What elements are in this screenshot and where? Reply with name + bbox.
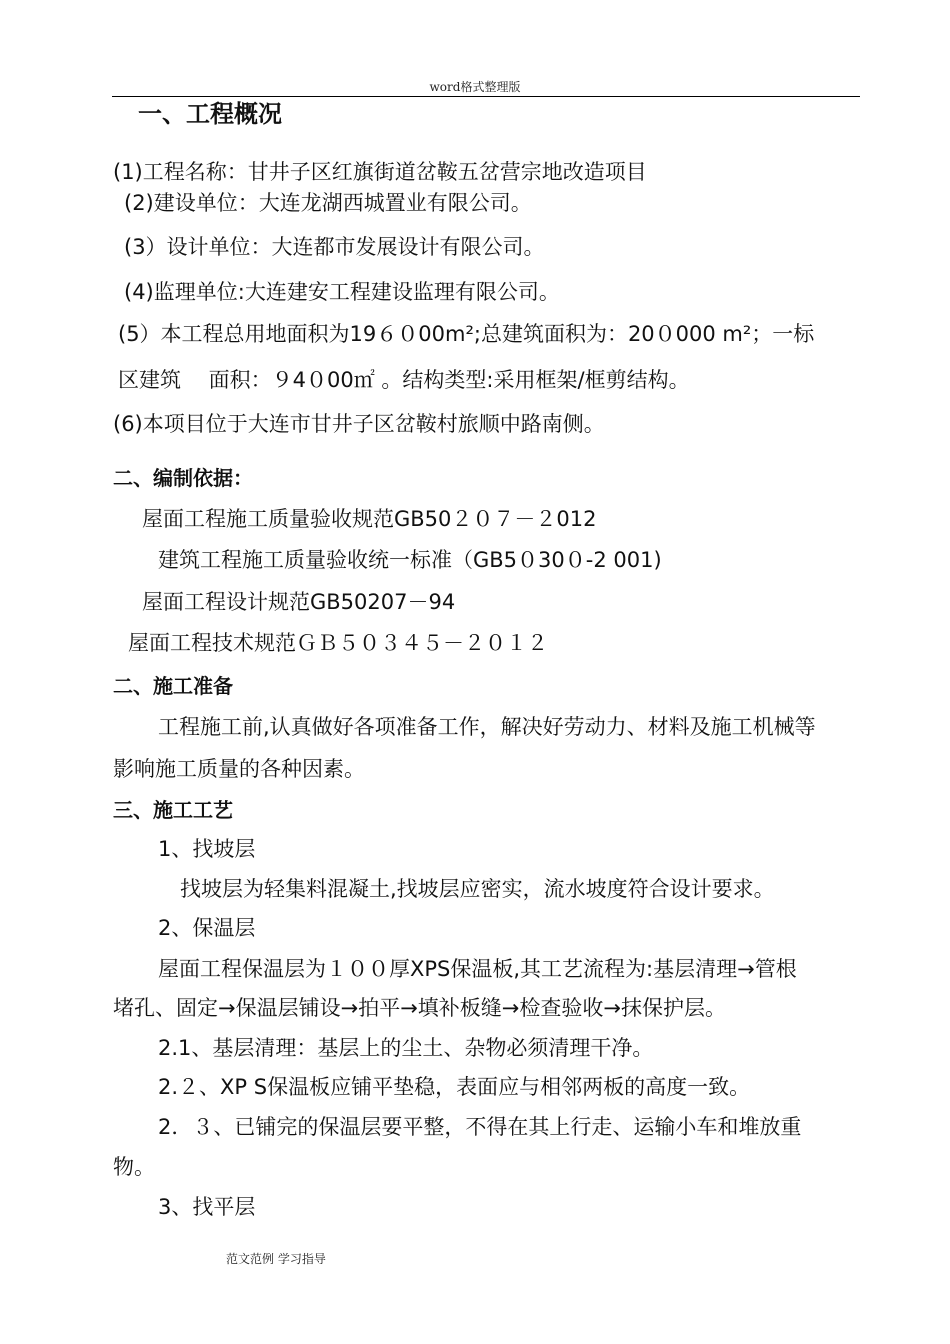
paragraph-line: 2．３、已铺完的保温层要平整，不得在其上行走、运输小车和堆放重 [158,1115,802,1139]
paragraph-line: 物。 [113,1155,155,1179]
section-title-basis: 二、编制依据： [113,466,253,490]
overview-item: (5）本工程总用地面积为19６０00m²;总建筑面积为：20０000 m²；一标 [118,322,815,346]
overview-item: (2)建设单位：大连龙湖西城置业有限公司。 [124,191,532,215]
subsection-heading: 3、找平层 [158,1195,256,1219]
paragraph-line: 找坡层为轻集料混凝土,找坡层应密实，流水坡度符合设计要求。 [180,877,775,901]
paragraph-line: 工程施工前,认真做好各项准备工作，解决好劳动力、材料及施工机械等 [158,715,816,739]
basis-item: 屋面工程技术规范ＧＢ５０３４５－２０１２ [128,631,548,655]
basis-item: 屋面工程设计规范GB50207－94 [142,590,456,614]
overview-item: (4)监理单位:大连建安工程建设监理有限公司。 [124,280,560,304]
paragraph-line: 影响施工质量的各种因素。 [113,757,365,781]
page-footer: 范文范例 学习指导 [226,1252,326,1266]
paragraph-line: 屋面工程保温层为１００厚XPS保温板,其工艺流程为:基层清理→管根 [158,957,797,981]
section-title-process: 三、施工工艺 [113,798,233,822]
section-title-preparation: 二、施工准备 [113,674,233,698]
paragraph-line: 2.1、基层清理：基层上的尘土、杂物必须清理干净。 [158,1036,654,1060]
paragraph-line: 堵孔、固定→保温层铺设→拍平→填补板缝→检查验收→抹保护层。 [113,996,726,1020]
basis-item: 屋面工程施工质量验收规范GB50２０７－２012 [142,507,597,531]
subsection-heading: 1、找坡层 [158,837,256,861]
basis-item: 建筑工程施工质量验收统一标准（GB5０30０-2 001) [158,548,662,572]
paragraph-line: 2.２、XP S保温板应铺平垫稳，表面应与相邻两板的高度一致。 [158,1075,751,1099]
page-header: word格式整理版 [429,80,521,94]
section-title-overview: 一、工程概况 [138,100,282,128]
overview-item: (3）设计单位：大连都市发展设计有限公司。 [124,235,545,259]
subsection-heading: 2、保温层 [158,916,256,940]
overview-item: (6)本项目位于大连市甘井子区岔鞍村旅顺中路南侧。 [113,412,605,436]
overview-item: 区建筑 面积：９4０00㎡ 。结构类型:采用框架/框剪结构。 [118,368,690,392]
overview-item: (1)工程名称：甘井子区红旗街道岔鞍五岔营宗地改造项目 [113,160,647,184]
header-rule [112,96,860,97]
